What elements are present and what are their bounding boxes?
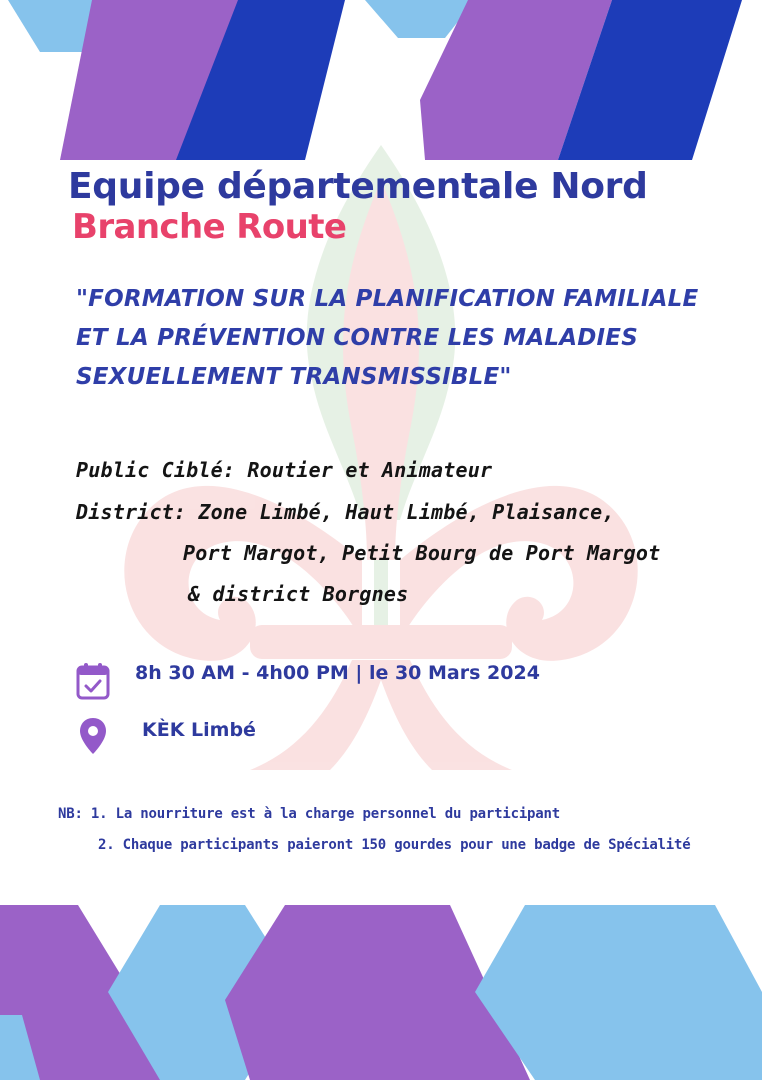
audience-label: Public Ciblé:	[76, 458, 236, 482]
headline-line: SEXUELLEMENT TRANSMISSIBLE"	[76, 364, 512, 390]
audience-value: Routier et Animateur	[247, 458, 493, 482]
top-geometric-band	[8, 0, 742, 160]
note-label: NB:	[58, 806, 83, 822]
event-datetime: 8h 30 AM - 4h00 PM | le 30 Mars 2024	[135, 662, 540, 684]
page-subtitle: Branche Route	[72, 207, 347, 247]
event-location: KÈK Limbé	[142, 719, 256, 741]
note-item: 1. La nourriture est à la charge personnel du participant	[90, 806, 560, 822]
district-line: Zone Limbé, Haut Limbé, Plaisance,	[198, 500, 615, 524]
audience-row	[76, 458, 492, 482]
map-pin-icon	[79, 717, 107, 755]
district-line: & district Borgnes	[188, 582, 409, 606]
district-line: Port Margot, Petit Bourg de Port Margot	[183, 541, 661, 565]
page-title: Equipe départementale Nord	[68, 166, 648, 207]
event-headline	[76, 280, 698, 397]
headline-line: ET LA PRÉVENTION CONTRE LES MALADIES	[76, 325, 638, 351]
headline-line: "FORMATION SUR LA PLANIFICATION FAMILIALE	[76, 286, 699, 312]
calendar-check-icon	[76, 662, 110, 700]
bottom-geometric-band	[0, 905, 762, 1080]
district-label: District:	[76, 500, 187, 524]
note-row	[58, 806, 560, 822]
note-item: 2. Chaque participants paieront 150 gourdes pour une badge de Spécialité	[98, 837, 691, 853]
district-row	[76, 500, 615, 524]
